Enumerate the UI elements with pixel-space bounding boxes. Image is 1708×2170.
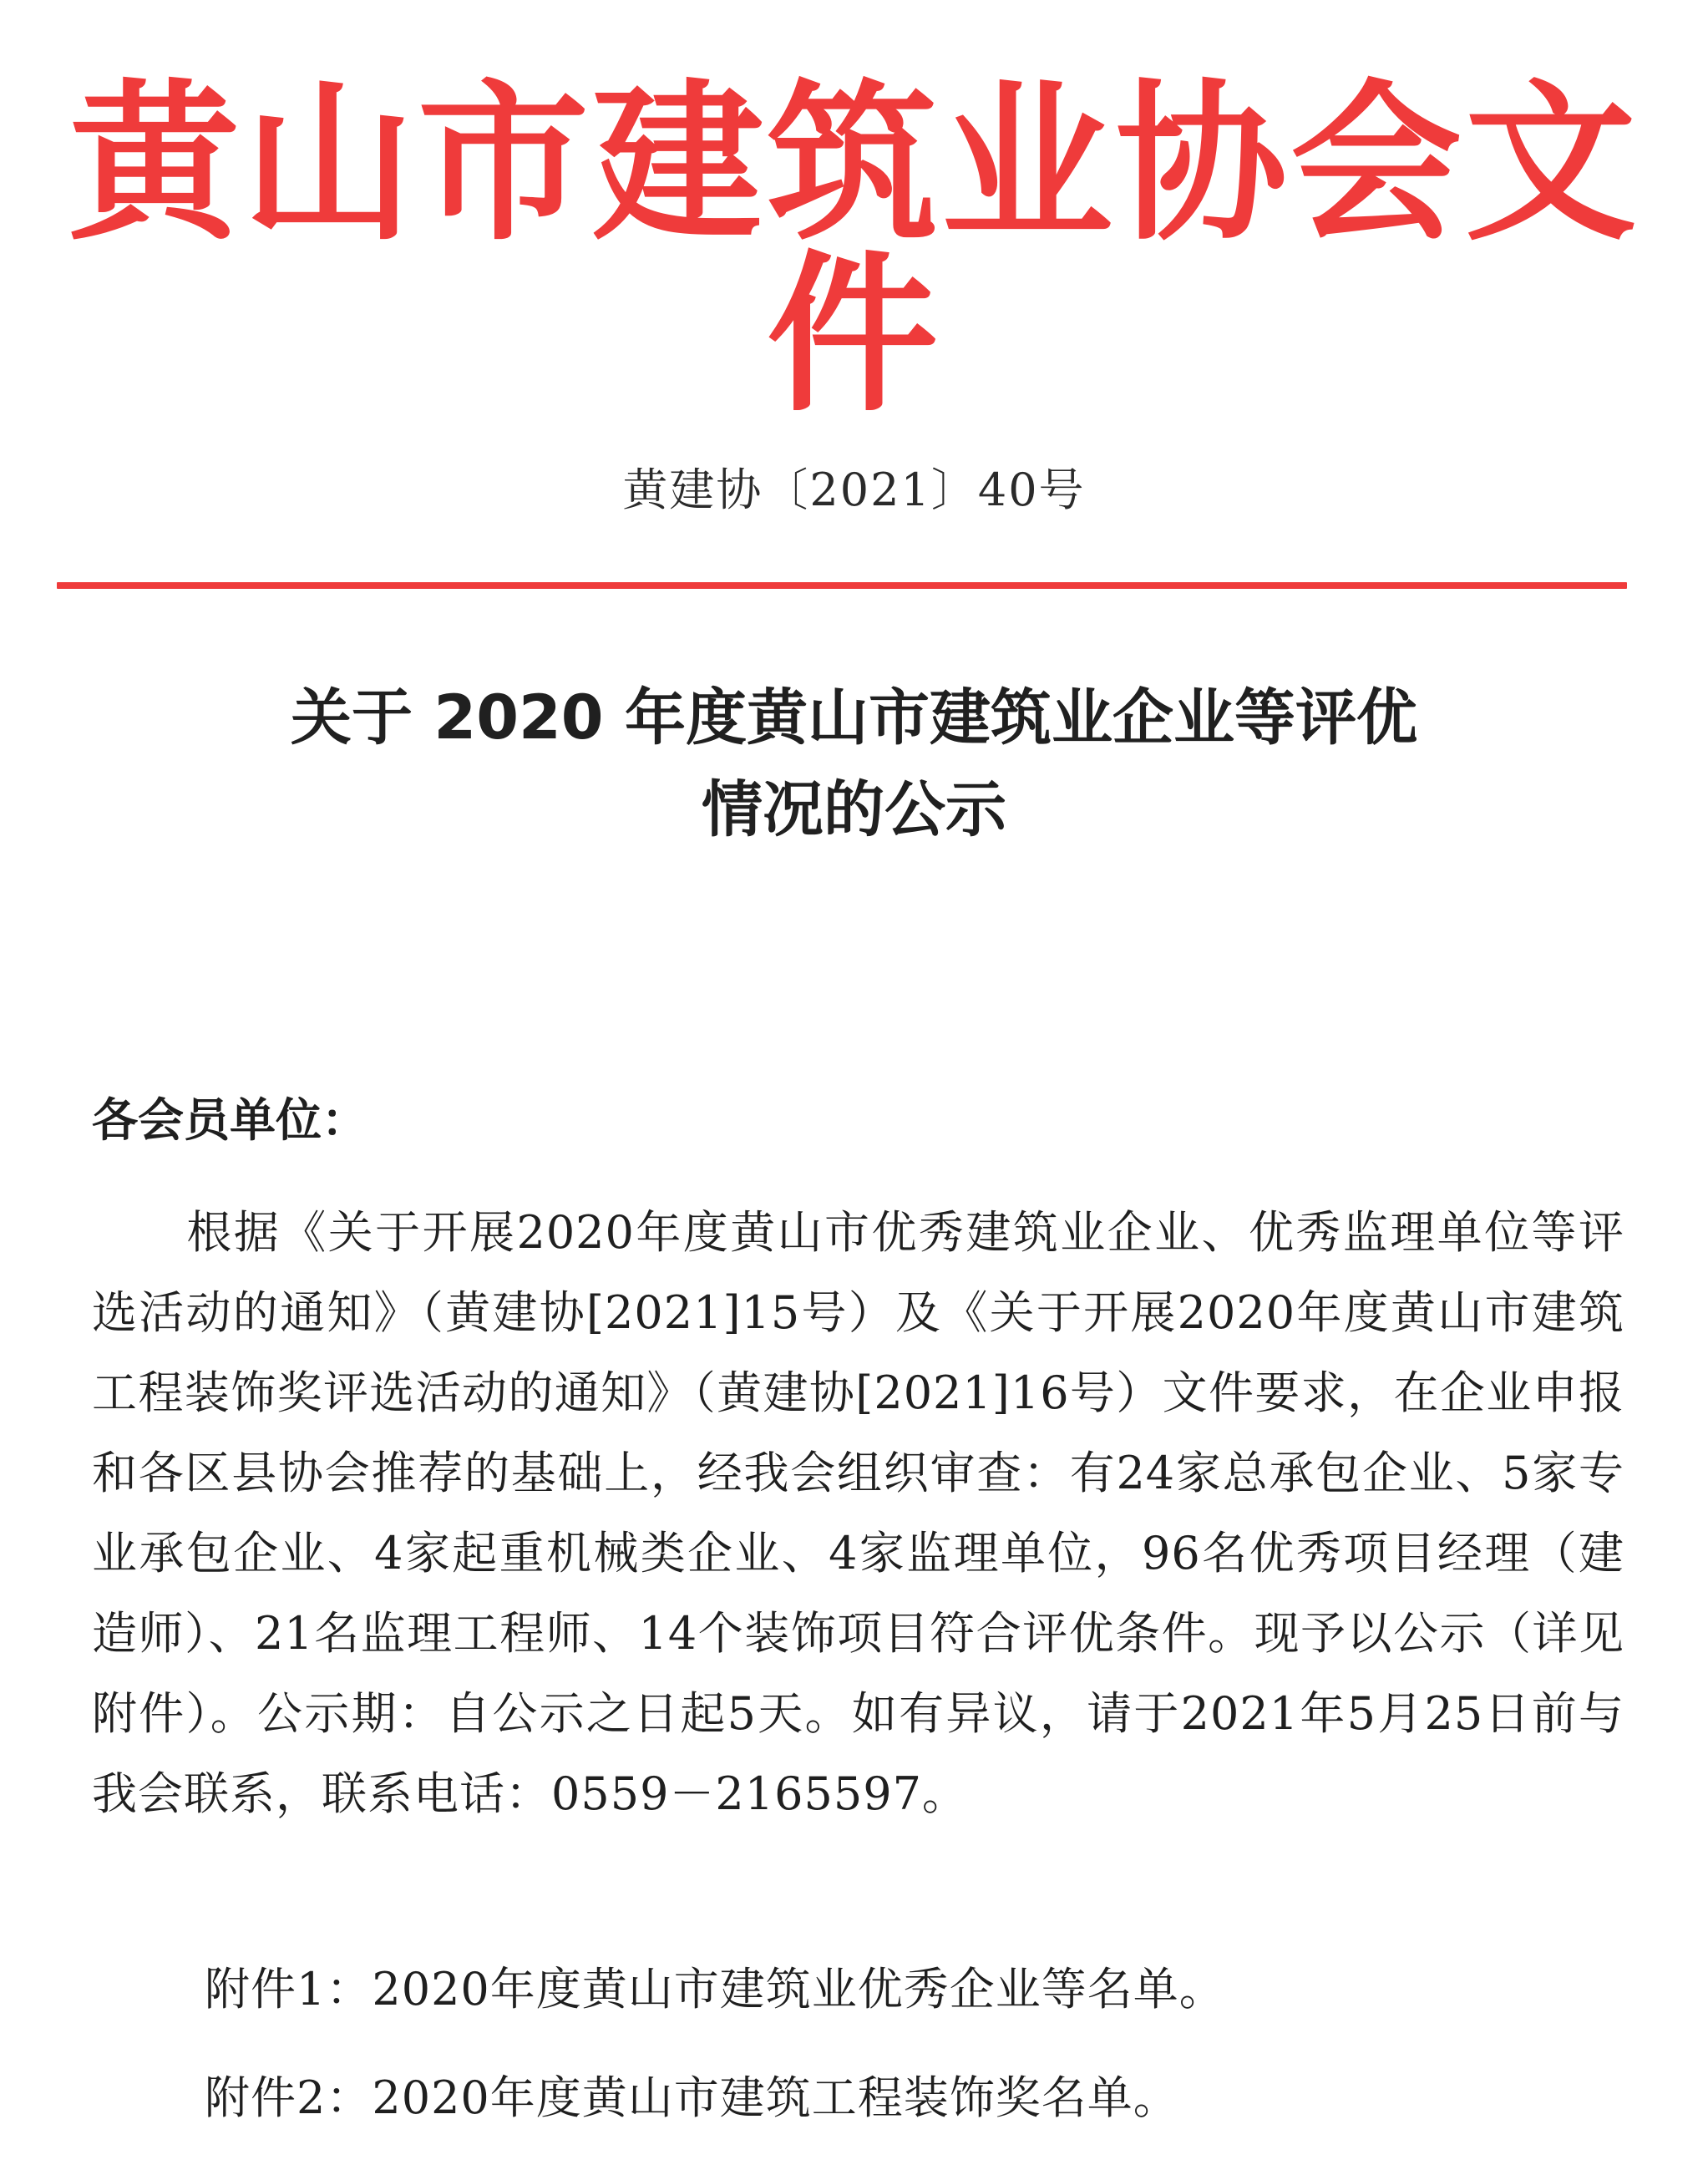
header-divider bbox=[57, 582, 1627, 589]
salutation: 各会员单位： bbox=[92, 1093, 368, 1147]
document-body bbox=[92, 1193, 1624, 1834]
body-paragraph-1: 根据《关于开展2020年度黄山市优秀建筑业企业、优秀监理单位等评选活动的通知》（黄建协[2021]15号）及《关于开展2020年度黄山市建筑工程装饰奖评选活动的通知》（黄建协[2021]16号）文件要求，在企业申报和各区县协会推荐的基础上，经我会组织审查：有24家总承包企业、5家专业承包企业、4家起重机械类企业、4家监理单位，96名优秀项目经理（建造师）、21名监理工程师、14个装饰项目符合评优条件。现予以公示（详见附件）。公示期：自公示之日起5天。如有异议，请于2021年5月25日前与我会联系，联系电话：0559－2165597。 bbox=[92, 1206, 1624, 1820]
attachment-1: 附件1：2020年度黄山市建筑业优秀企业等名单。 bbox=[205, 1963, 1225, 2015]
document-title bbox=[0, 672, 1708, 856]
attachment-2: 附件2：2020年度黄山市建筑工程装饰奖名单。 bbox=[205, 2071, 1179, 2124]
document-masthead: 黄山市建筑业协会文件 bbox=[68, 65, 1640, 435]
document-title-line-2: 情况的公示 bbox=[702, 774, 1006, 845]
document-title-line-1: 关于 2020 年度黄山市建筑业企业等评优 bbox=[290, 682, 1417, 753]
document-number: 黄建协〔2021〕40号 bbox=[622, 464, 1086, 516]
